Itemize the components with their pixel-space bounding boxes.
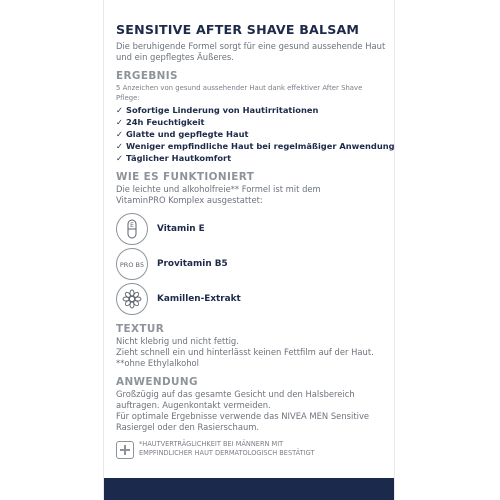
seal-line: *HAUTVERTRÄGLICHKEIT BEI MÄNNERN MIT bbox=[139, 440, 284, 448]
chamomile-icon bbox=[116, 283, 148, 315]
list-item bbox=[116, 116, 388, 128]
list-item bbox=[116, 152, 388, 164]
ingredient-list bbox=[116, 211, 388, 316]
section-heading-ergebnis: ERGEBNIS bbox=[116, 70, 178, 82]
result-label: Sofortige Linderung von Hautirritationen bbox=[126, 105, 319, 115]
medical-cross-icon bbox=[116, 441, 134, 459]
pro-b5-icon bbox=[116, 248, 148, 280]
ingredient-provitamin-b5 bbox=[116, 246, 388, 281]
anwendung-text bbox=[116, 389, 388, 433]
anwendung-line: auftragen. Augenkontakt vermeiden. bbox=[116, 400, 271, 410]
result-label: Täglicher Hautkomfort bbox=[126, 153, 232, 163]
check-icon: ✓ bbox=[116, 117, 123, 127]
ingredient-label: Kamillen-Extrakt bbox=[157, 293, 241, 304]
product-box-panel bbox=[104, 0, 394, 500]
ingredient-label: Provitamin B5 bbox=[157, 258, 228, 269]
list-item bbox=[116, 104, 388, 116]
check-icon: ✓ bbox=[116, 129, 123, 139]
result-label: Weniger empfindliche Haut bei regelmäßiger Anwendung bbox=[126, 141, 395, 151]
section-heading-textur: TEXTUR bbox=[116, 323, 165, 335]
anwendung-line: Großzügig auf das gesamte Gesicht und den Halsbereich bbox=[116, 389, 355, 399]
product-info-content bbox=[116, 22, 395, 459]
wirkung-line: Die leichte und alkoholfreie** Formel ist mit dem bbox=[116, 184, 321, 194]
intro-line: Die beruhigende Formel sorgt für eine gesund aussehende Haut bbox=[116, 41, 386, 51]
intro-line: und ein gepflegtes Äußeres. bbox=[116, 52, 234, 62]
navy-footer-band bbox=[104, 478, 394, 500]
result-checklist bbox=[116, 104, 395, 164]
product-intro bbox=[116, 41, 388, 63]
textur-line: **ohne Ethylalkohol bbox=[116, 358, 199, 368]
ergebnis-subtitle: 5 Anzeichen von gesund aussehender Haut dank effektiver After Shave Pflege: bbox=[116, 84, 363, 102]
anwendung-line: Rasiergel oder den Rasierschaum. bbox=[116, 422, 260, 432]
wirkung-line: VitaminPRO Komplex ausgestattet: bbox=[116, 195, 263, 205]
seal-line: EMPFINDLICHER HAUT DERMATOLOGISCH BESTÄTIGT bbox=[139, 449, 315, 457]
textur-line: Nicht klebrig und nicht fettig. bbox=[116, 336, 239, 346]
section-heading-anwendung: ANWENDUNG bbox=[116, 376, 198, 388]
textur-line: Zieht schnell ein und hinterlässt keinen Fettfilm auf der Haut. bbox=[116, 347, 374, 357]
textur-text bbox=[116, 336, 388, 369]
pro-b5-text: PRO B5 bbox=[120, 260, 144, 269]
wirkung-text bbox=[116, 184, 388, 206]
capsule-icon bbox=[116, 213, 148, 245]
seal-text bbox=[139, 440, 315, 458]
check-icon: ✓ bbox=[116, 141, 123, 151]
result-label: 24h Feuchtigkeit bbox=[126, 117, 205, 127]
ingredient-label: Vitamin E bbox=[157, 223, 205, 234]
list-item bbox=[116, 128, 388, 140]
anwendung-line: Für optimale Ergebnisse verwende das NIVEA MEN Sensitive bbox=[116, 411, 370, 421]
capsule-letter: E bbox=[130, 221, 134, 229]
ingredient-vitamin-e bbox=[116, 211, 388, 246]
check-icon: ✓ bbox=[116, 105, 123, 115]
section-heading-wirkung: WIE ES FUNKTIONIERT bbox=[116, 171, 255, 183]
dermatology-seal bbox=[116, 440, 388, 459]
check-icon: ✓ bbox=[116, 153, 123, 163]
product-title: SENSITIVE AFTER SHAVE BALSAM bbox=[116, 22, 360, 37]
result-label: Glatte und gepflegte Haut bbox=[126, 129, 249, 139]
list-item bbox=[116, 140, 395, 152]
ingredient-kamille bbox=[116, 281, 388, 316]
